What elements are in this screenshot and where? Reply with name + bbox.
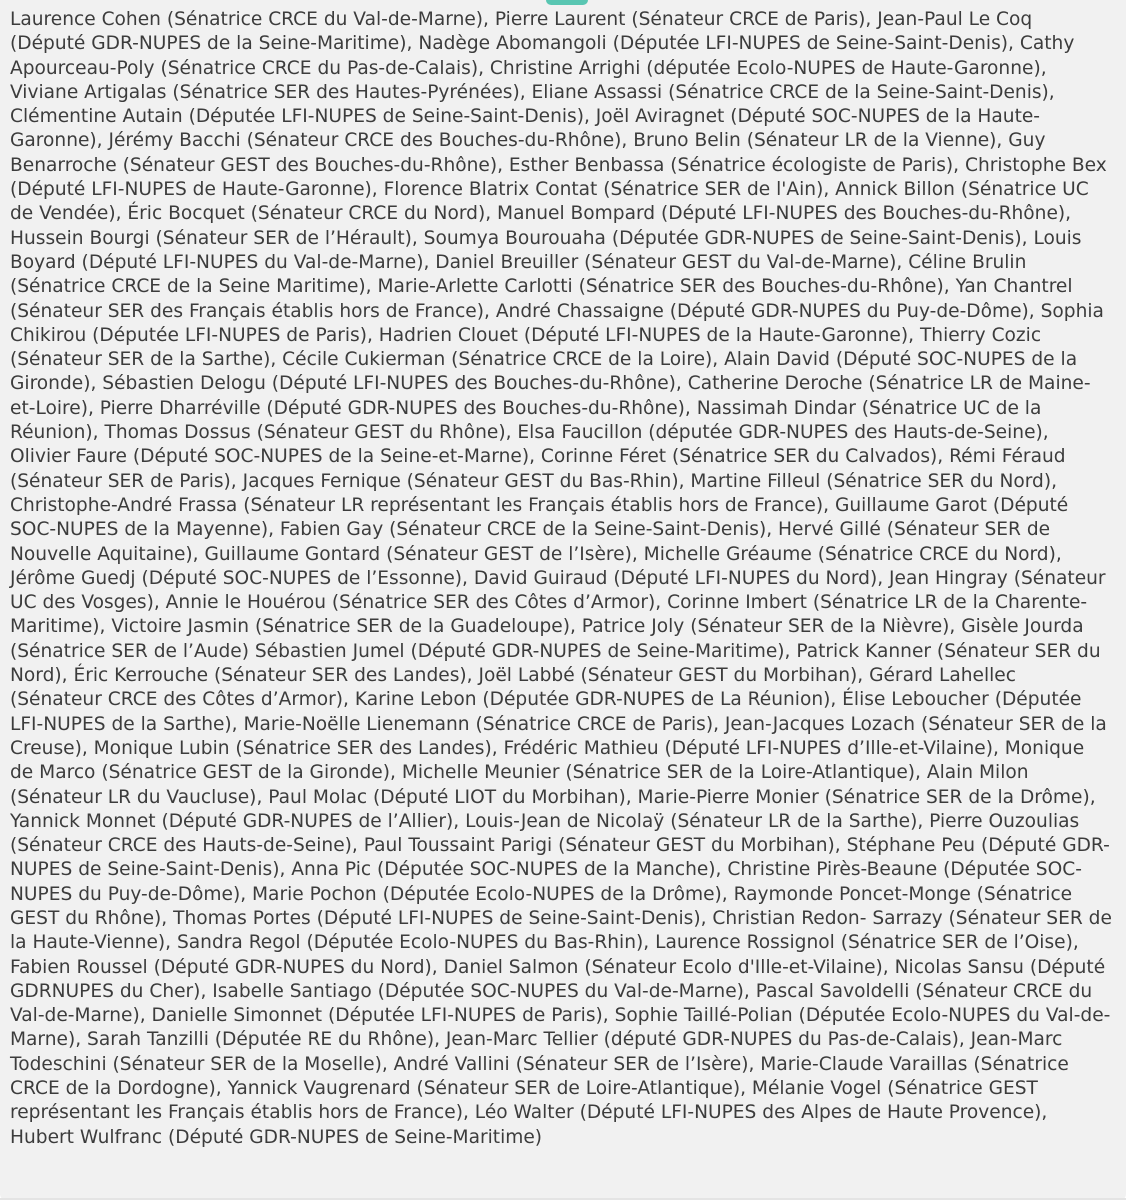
panel-top-tab	[546, 0, 588, 5]
signatories-list: Laurence Cohen (Sénatrice CRCE du Val-de-Marne), Pierre Laurent (Sénateur CRCE de Paris), Jean-Paul Le Coq (Député GDR-NUPES de la Seine-Maritime), Nadège Abomangoli (Députée LFI-NUPES de Seine-Saint-Denis), Cathy Apourceau-Poly (Sénatrice CRCE du Pas-de-Calais), Christine Arrighi (députée Ecolo-NUPES de Haute-Garonne), Viviane Artigalas (Sénatrice SER des Hautes-Pyrénées), Eliane Assassi (Sénatrice CRCE de la Seine-Saint-Denis), Clémentine Autain (Députée LFI-NUPES de Seine-Saint-Denis), Joël Aviragnet (Député SOC-NUPES de la Haute-Garonne), Jérémy Bacchi (Sénateur CRCE des Bouches-du-Rhône), Bruno Belin (Sénateur LR de la Vienne), Guy Benarroche (Sénateur GEST des Bouches-du-Rhône), Esther Benbassa (Sénatrice écologiste de Paris), Christophe Bex (Député LFI-NUPES de Haute-Garonne), Florence Blatrix Contat (Sénatrice SER de l'Ain), Annick Billon (Sénatrice UC de Vendée), Éric Bocquet (Sénateur CRCE du Nord), Manuel Bompard (Député LFI-NUPES des Bouches-du-Rhône), Hussein Bourgi (Sénateur SER de l’Hérault), Soumya Bourouaha (Députée GDR-NUPES de Seine-Saint-Denis), Louis Boyard (Député LFI-NUPES du Val-de-Marne), Daniel Breuiller (Sénateur GEST du Val-de-Marne), Céline Brulin (Sénatrice CRCE de la Seine Maritime), Marie-Arlette Carlotti (Sénatrice SER des Bouches-du-Rhône), Yan Chantrel (Sénateur SER des Français établis hors de France), André Chassaigne (Député GDR-NUPES du Puy-de-Dôme), Sophia Chikirou (Députée LFI-NUPES de Paris), Hadrien Clouet (Député LFI-NUPES de la Haute-Garonne), Thierry Cozic (Sénateur SER de la Sarthe), Cécile Cukierman (Sénatrice CRCE de la Loire), Alain David (Député SOC-NUPES de la Gironde), Sébastien Delogu (Député LFI-NUPES des Bouches-du-Rhône), Catherine Deroche (Sénatrice LR de Maine-et-Loire), Pierre Dharréville (Député GDR-NUPES des Bouches-du-Rhône), Nassimah Dindar (Sénatrice UC de la Réunion), Thomas Dossus (Sénateur GEST du Rhône), Elsa Faucillon (députée GDR-NUPES des Hauts-de-Seine), Olivier Faure (Député SOC-NUPES de la Seine-et-Marne), Corinne Féret (Sénatrice SER du Calvados), Rémi Féraud (Sénateur SER de Paris), Jacques Fernique (Sénateur GEST du Bas-Rhin), Martine Filleul (Sénatrice SER du Nord), Christophe-André Frassa (Sénateur LR représentant les Français établis hors de France), Guillaume Garot (Député SOC-NUPES de la Mayenne), Fabien Gay (Sénateur CRCE de la Seine-Saint-Denis), Hervé Gillé (Sénateur SER de Nouvelle Aquitaine), Guillaume Gontard (Sénateur GEST de l’Isère), Michelle Gréaume (Sénatrice CRCE du Nord), Jérôme Guedj (Député SOC-NUPES de l’Essonne), David Guiraud (Député LFI-NUPES du Nord), Jean Hingray (Sénateur UC des Vosges), Annie le Houérou (Sénatrice SER des Côtes d’Armor), Corinne Imbert (Sénatrice LR de la Charente-Maritime), Victoire Jasmin (Sénatrice SER de la Guadeloupe), Patrice Joly (Sénateur SER de la Nièvre), Gisèle Jourda (Sénatrice SER de l’Aude) Sébastien Jumel (Député GDR-NUPES de Seine-Maritime), Patrick Kanner (Sénateur SER du Nord), Éric Kerrouche (Sénateur SER des Landes), Joël Labbé (Sénateur GEST du Morbihan), Gérard Lahellec (Sénateur CRCE des Côtes d’Armor), Karine Lebon (Députée GDR-NUPES de La Réunion), Élise Leboucher (Députée LFI-NUPES de la Sarthe), Marie-Noëlle Lienemann (Sénatrice CRCE de Paris), Jean-Jacques Lozach (Sénateur SER de la Creuse), Monique Lubin (Sénatrice SER des Landes), Frédéric Mathieu (Député LFI-NUPES d’Ille-et-Vilaine), Monique de Marco (Sénatrice GEST de la Gironde), Michelle Meunier (Sénatrice SER de la Loire-Atlantique), Alain Milon (Sénateur LR du Vaucluse), Paul Molac (Député LIOT du Morbihan), Marie-Pierre Monier (Sénatrice SER de la Drôme), Yannick Monnet (Député GDR-NUPES de l’Allier), Louis-Jean de Nicolaÿ (Sénateur LR de la Sarthe), Pierre Ouzoulias (Sénateur CRCE des Hauts-de-Seine), Paul Toussaint Parigi (Sénateur GEST du Morbihan), Stéphane Peu (Député GDR-NUPES de Seine-Saint-Denis), Anna Pic (Députée SOC-NUPES de la Manche), Christine Pirès-Beaune (Députée SOC-NUPES du Puy-de-Dôme), Marie Pochon (Députée Ecolo-NUPES de la Drôme), Raymonde Poncet-Monge (Sénatrice GEST du Rhône), Thomas Portes (Député LFI-NUPES de Seine-Saint-Denis), Christian Redon- Sarrazy (Sénateur SER de la Haute-Vienne), Sandra Regol (Députée Ecolo-NUPES du Bas-Rhin), Laurence Rossignol (Sénatrice SER de l’Oise), Fabien Roussel (Député GDR-NUPES du Nord), Daniel Salmon (Sénateur Ecolo d'Ille-et-Vilaine), Nicolas Sansu (Député GDRNUPES du Cher), Isabelle Santiago (Députée SOC-NUPES du Val-de-Marne), Pascal Savoldelli (Sénateur CRCE du Val-de-Marne), Danielle Simonnet (Députée LFI-NUPES de Paris), Sophie Taillé-Polian (Députée Ecolo-NUPES du Val-de-Marne), Sarah Tanzilli (Députée RE du Rhône), Jean-Marc Tellier (député GDR-NUPES du Pas-de-Calais), Jean-Marc Todeschini (Sénateur SER de la Moselle), André Vallini (Sénateur SER de l’Isère), Marie-Claude Varaillas (Sénatrice CRCE de la Dordogne), Yannick Vaugrenard (Sénateur SER de Loire-Atlantique), Mélanie Vogel (Sénatrice GEST représentant les Français établis hors de France), Léo Walter (Député LFI-NUPES des Alpes de Haute Provence), Hubert Wulfranc (Député GDR-NUPES de Seine-Maritime)	[10, 9, 1112, 1148]
